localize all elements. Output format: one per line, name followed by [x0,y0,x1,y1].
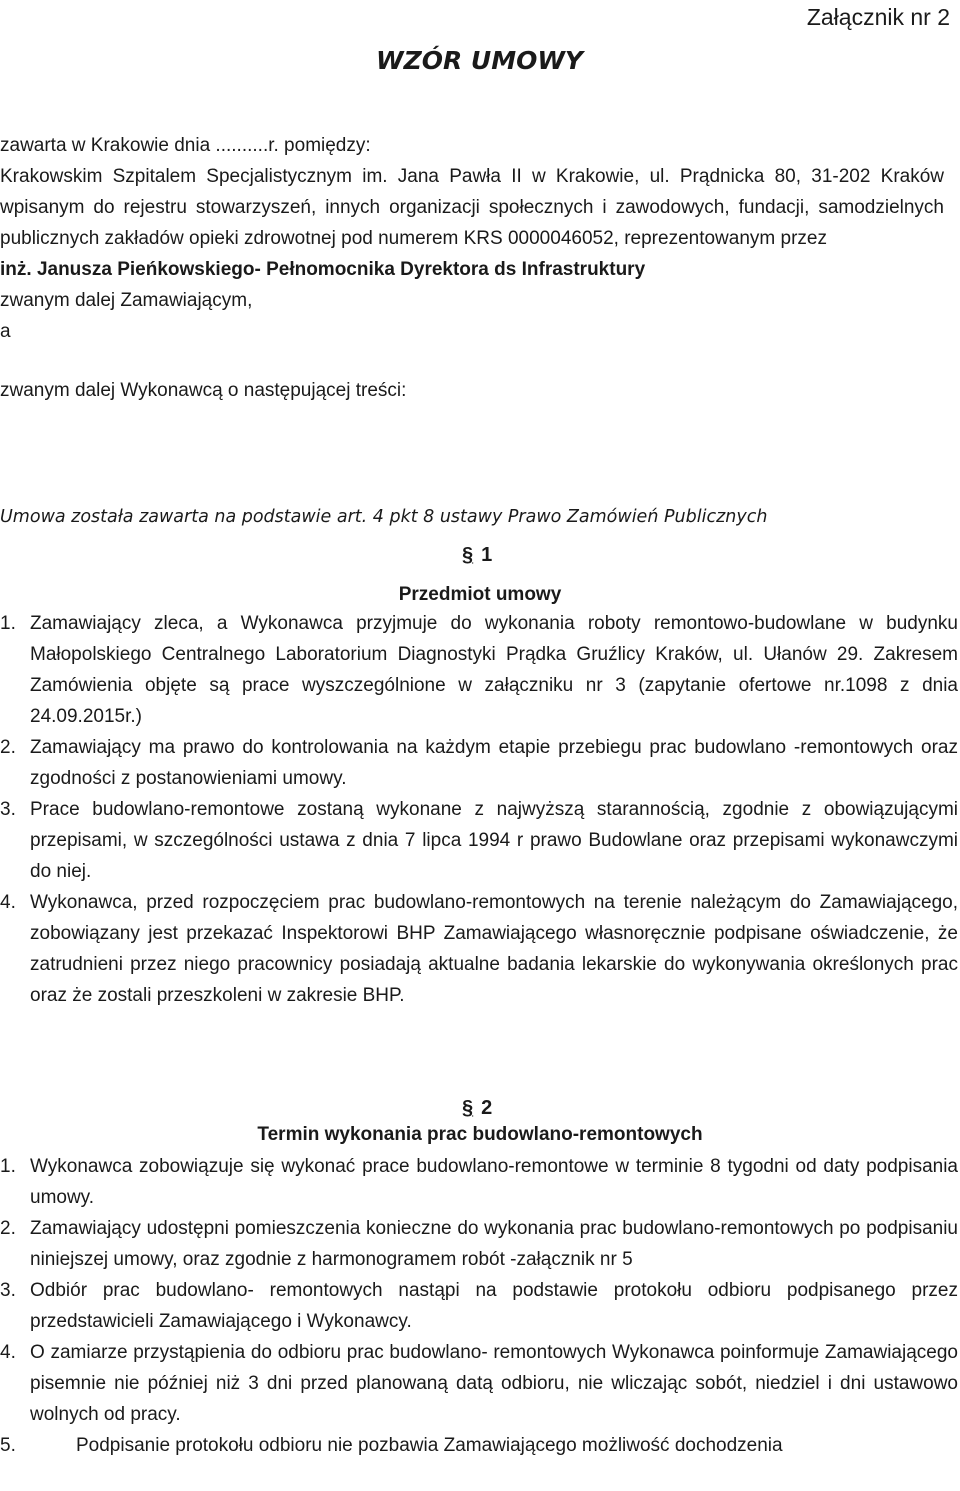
list-item [0,887,958,1011]
legal-basis: Umowa została zawarta na podstawie art. 4 pkt 8 ustawy Prawo Zamówień Publicznych [0,507,768,527]
item-text: Wykonawca zobowiązuje się wykonać prace budowlano-remontowe w terminie 8 tygodni od daty podpisania umowy. [30,1156,958,1208]
section-2-heading [462,1094,492,1122]
item-number: 1. [0,1156,16,1177]
section-1-heading [462,541,492,569]
item-number: 2. [0,737,16,758]
called-contractor: zwanym dalej Wykonawcą o następującej treści: [0,380,407,401]
document-title: WZÓR UMOWY [376,46,584,75]
section-1-title: Przedmiot umowy [398,584,562,605]
item-text: Zamawiający zleca, a Wykonawca przyjmuje do wykonania roboty remontowo-budowlane w budynku Małopolskiego Centralnego Laboratorium Diagnostyki Prądka Gruźlicy Kraków, ul. Ułanów 29. Zakresem Zamówienia objęte są prace wyszczególnione w załączniku nr 3 (zapytanie ofertowe nr.1098 z dnia 24.09.2015r.) [30,613,958,727]
item-number: 4. [0,1342,16,1363]
item-text: Podpisanie protokołu odbioru nie pozbawia Zamawiającego możliwość dochodzenia [76,1435,783,1456]
section-1-number: 1 [481,544,493,566]
item-number: 1. [0,613,16,634]
item-text: Zamawiający udostępni pomieszczenia konieczne do wykonania prac budowlano-remontowych po podpisaniu niniejszej umowy, oraz zgodnie z harmonogramem robót -załącznik nr 5 [30,1218,958,1270]
item-text: Odbiór prac budowlano- remontowych nastąpi na podstawie protokołu odbioru podpisanego przez przedstawicieli Zamawiającego i Wykonawcy. [30,1280,958,1332]
item-number: 5. [0,1435,16,1456]
list-item [0,1213,958,1275]
section-1-list [0,608,958,1011]
list-item [0,1337,958,1430]
item-number: 2. [0,1218,16,1239]
item-number: 3. [0,1280,16,1301]
party-ordering-description: Krakowskim Szpitalem Specjalistycznym im. Jana Pawła II w Krakowie, ul. Prądnicka 80, 31-202 Kraków wpisanym do rejestru stowarzyszeń, innych organizacji społecznych i zawodowych, fundacji, samodzielnych publicznych zakładów opieki zdrowotnej pod numerem KRS 0000046052, reprezentowanym przez [0,166,944,249]
item-text: O zamiarze przystąpienia do odbioru prac budowlano- remontowych Wykonawca poinformuje Zamawiającego pisemnie nie później niż 3 dni przed planowaną datą odbioru, nie wliczając sobót, niedziel i dni ustawowo wolnych od pracy. [30,1342,958,1425]
section-2-number: 2 [481,1097,493,1119]
list-item [0,794,958,887]
section-sign: § [462,544,474,566]
item-text: Zamawiający ma prawo do kontrolowania na każdym etapie przebiegu prac budowlano -remontowych oraz zgodności z postanowieniami umowy. [30,737,958,789]
list-item [0,1151,958,1213]
representative-name: inż. Janusza Pieńkowskiego- Pełnomocnika Dyrektora ds Infrastruktury [0,259,646,280]
item-number: 4. [0,892,16,913]
contract-intro [0,130,944,406]
section-2-list [0,1151,958,1461]
conjunction-and: a [0,321,11,342]
called-ordering-party: zwanym dalej Zamawiającym, [0,290,253,311]
list-item [0,1430,958,1461]
section-2-title: Termin wykonania prac budowlano-remontowych [257,1124,703,1145]
item-number: 3. [0,799,16,820]
contractor-blank-space [0,347,944,375]
section-sign: § [462,1097,474,1119]
list-item [0,1275,958,1337]
item-text: Wykonawca, przed rozpoczęciem prac budowlano-remontowych na terenie należącym do Zamawiającego, zobowiązany jest przekazać Inspektorowi BHP Zamawiającego własnoręcznie podpisane oświadczenie, że zatrudnieni przez niego pracownicy posiadają aktualne badania lekarskie do wykonywania określonych prac oraz że zostali przeszkoleni w zakresie BHP. [30,892,958,1006]
intro-line: zawarta w Krakowie dnia ..........r. pomiędzy: [0,135,371,156]
list-item [0,732,958,794]
item-text: Prace budowlano-remontowe zostaną wykonane z najwyższą starannością, zgodnie z obowiązującymi przepisami, w szczególności ustawa z dnia 7 lipca 1994 r prawo Budowlane oraz przepisami wykonawczymi do niej. [30,799,958,882]
annex-label: Załącznik nr 2 [806,4,950,30]
list-item [0,608,958,732]
